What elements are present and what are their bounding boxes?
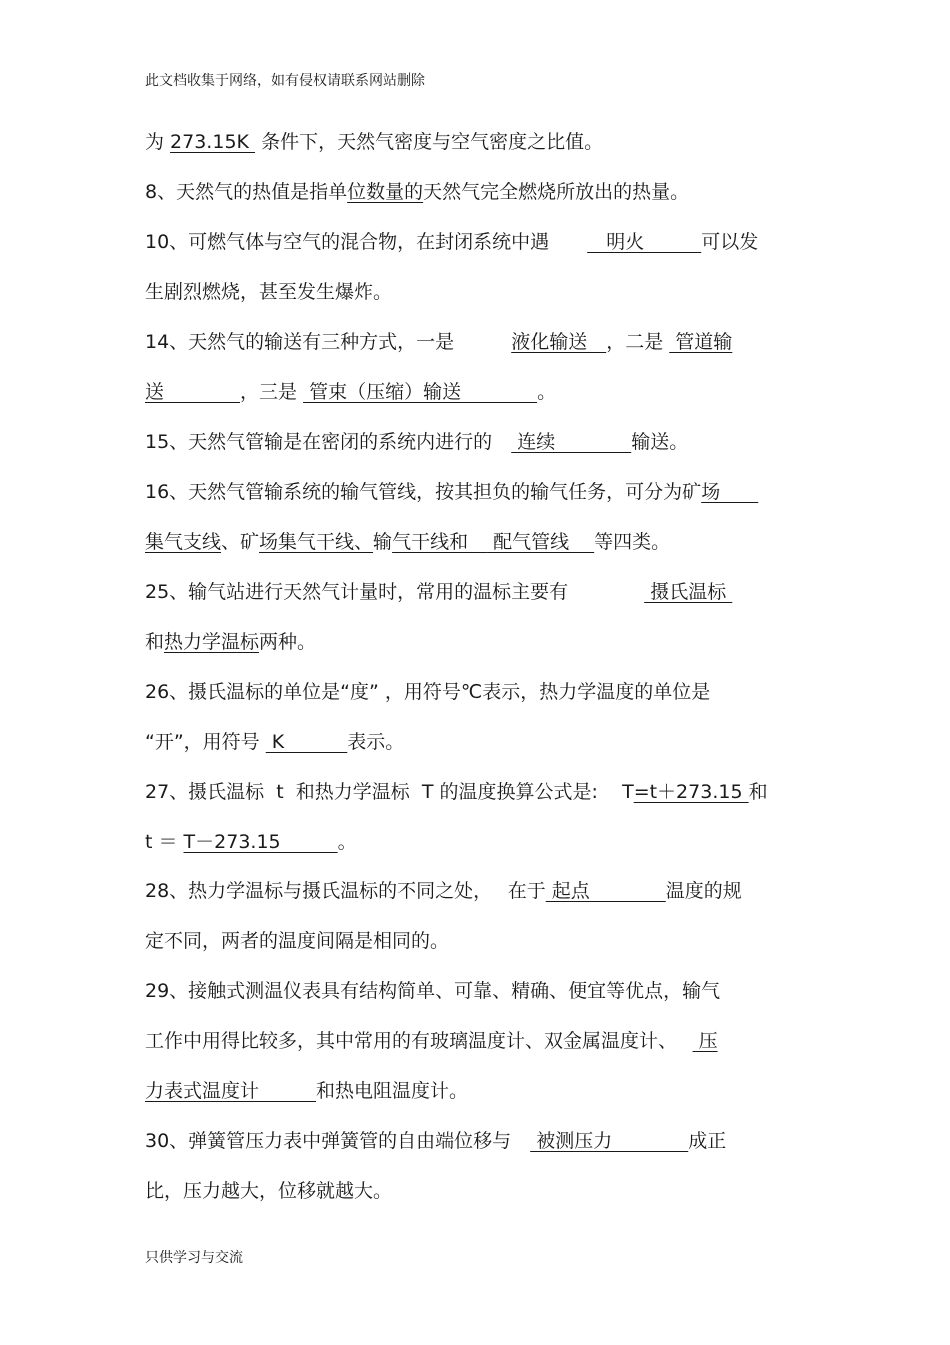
text-segment: 和 xyxy=(748,781,768,803)
answer-blank: =t＋273.15 xyxy=(633,781,749,803)
text-segment: 条件下，天然气密度与空气密度之比值。 xyxy=(255,131,604,153)
answer-blank: 气干线和 xyxy=(392,531,488,553)
text-segment: 定不同，两者的温度间隔是相同的。 xyxy=(145,930,450,952)
text-segment: ，二是 xyxy=(606,331,670,353)
text-line xyxy=(145,278,392,306)
text-segment: 比，压力越大，位移就越大。 xyxy=(145,1180,393,1202)
text-line xyxy=(145,528,670,556)
text-line xyxy=(145,1027,718,1055)
answer-blank: T－273.15 xyxy=(183,831,338,853)
text-segment: “开”，用符号 xyxy=(145,731,266,753)
answer-blank: 273.15K xyxy=(170,131,256,153)
text-segment: 14、天然气的输送有三种方式，一是 xyxy=(145,331,512,353)
text-line xyxy=(145,927,449,955)
answer-blank: 场 xyxy=(701,481,759,503)
text-segment: 30、弹簧管压力表中弹簧管的自由端位移与 xyxy=(145,1130,531,1152)
text-segment: 成正 xyxy=(688,1130,727,1152)
answer-blank: 热力学温标 xyxy=(164,631,260,653)
text-segment: 28、热力学温标与摄氏温标的不同之处， 在于 xyxy=(145,880,546,902)
text-segment: 温度的规 xyxy=(665,880,742,902)
text-segment: 。 xyxy=(337,831,357,853)
answer-blank: 管束（压缩）输送 xyxy=(303,381,538,403)
text-segment: 生剧烈燃烧，甚至发生爆炸。 xyxy=(145,281,393,303)
answer-blank: 场集气干线、 xyxy=(259,531,374,553)
text-line xyxy=(145,178,689,206)
text-segment: ，三是 xyxy=(240,381,304,403)
text-segment: 输送。 xyxy=(631,431,689,453)
text-segment: 输 xyxy=(373,531,393,553)
text-segment: 16、天然气管输系统的输气管线，按其担负的输气任务，可分为矿 xyxy=(145,481,702,503)
answer-blank: 配气管线 xyxy=(487,531,595,553)
text-line xyxy=(145,678,710,706)
text-segment: 和热电阻温度计。 xyxy=(316,1080,469,1102)
text-line xyxy=(145,1077,468,1105)
text-line xyxy=(145,977,720,1005)
text-segment: 25、输气站进行天然气计量时，常用的温标主要有 xyxy=(145,581,645,603)
answer-blank: 力表式温度计 xyxy=(145,1080,317,1102)
answer-blank: 位数量的 xyxy=(347,181,424,203)
text-segment: 、矿 xyxy=(221,531,260,553)
page-header: 此文档收集于网络，如有侵权请联系网站删除 xyxy=(145,73,425,89)
text-line xyxy=(145,328,732,356)
text-segment: 27、摄氏温标 t 和热力学温标 T 的温度换算公式是: T xyxy=(145,781,634,803)
text-line xyxy=(145,778,768,806)
answer-blank: K xyxy=(265,731,348,753)
answer-blank: 送 xyxy=(145,381,241,403)
answer-blank: 压 xyxy=(692,1030,718,1052)
text-segment: 8、天然气的热值是指单 xyxy=(145,181,348,203)
text-segment: 26、摄氏温标的单位是“度” ，用符号℃表示，热力学温度的单位是 xyxy=(145,681,711,703)
text-line xyxy=(145,228,758,256)
text-line xyxy=(145,628,316,656)
text-segment: 等四类。 xyxy=(594,531,671,553)
text-line xyxy=(145,128,603,156)
text-line xyxy=(145,578,732,606)
text-segment: 29、接触式测温仪表具有结构简单、可靠、精确、便宜等优点，输气 xyxy=(145,980,721,1002)
text-segment: 和 xyxy=(145,631,165,653)
text-line xyxy=(145,428,688,456)
answer-blank: 集气支线 xyxy=(145,531,222,553)
page-footer: 只供学习与交流 xyxy=(145,1250,243,1266)
text-line xyxy=(145,728,404,756)
answer-blank: 液化输送 xyxy=(511,331,607,353)
text-line xyxy=(145,1177,392,1205)
text-line xyxy=(145,1127,726,1155)
text-segment: 可以发 xyxy=(701,231,759,253)
text-segment: 15、天然气管输是在密闭的系统内进行的 xyxy=(145,431,512,453)
text-segment: 两种。 xyxy=(259,631,317,653)
text-segment: 工作中用得比较多，其中常用的有玻璃温度计、双金属温度计、 xyxy=(145,1030,693,1052)
text-line xyxy=(145,378,556,406)
answer-blank: 管道输 xyxy=(669,331,733,353)
answer-blank: 明火 xyxy=(587,231,702,253)
text-segment: 为 xyxy=(145,131,171,153)
text-line xyxy=(145,877,742,905)
text-line xyxy=(145,828,357,856)
answer-blank: 连续 xyxy=(511,431,632,453)
text-segment: 10、可燃气体与空气的混合物，在封闭系统中遇 xyxy=(145,231,588,253)
answer-blank: 起点 xyxy=(545,880,666,902)
text-segment: 。 xyxy=(537,381,557,403)
text-segment: 天然气完全燃烧所放出的热量。 xyxy=(423,181,690,203)
text-segment: 表示。 xyxy=(347,731,405,753)
text-segment: t ＝ xyxy=(145,831,184,853)
answer-blank: 摄氏温标 xyxy=(644,581,733,603)
answer-blank: 被测压力 xyxy=(530,1130,689,1152)
text-line xyxy=(145,478,758,506)
